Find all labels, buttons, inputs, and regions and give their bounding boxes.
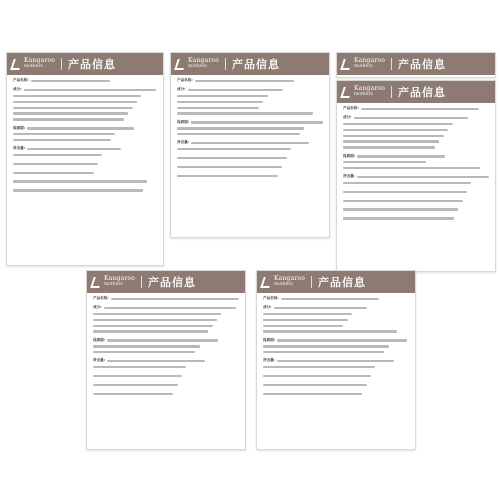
field-label: 成分: <box>343 115 352 120</box>
brand-subtitle: mothers <box>24 64 43 70</box>
card-title: 产品信息 <box>232 58 281 71</box>
info-line <box>263 344 409 348</box>
info-line <box>13 117 157 121</box>
kangaroo-logo-icon <box>260 277 273 288</box>
info-line <box>343 199 489 203</box>
field-label: 净含量: <box>13 146 26 151</box>
field-label: 成分: <box>177 87 186 92</box>
text-placeholder <box>277 360 394 362</box>
text-placeholder <box>177 101 263 103</box>
info-line <box>177 94 323 98</box>
text-placeholder <box>177 175 278 177</box>
text-placeholder <box>277 339 407 341</box>
card-title: 产品信息 <box>148 276 197 289</box>
text-placeholder <box>263 345 389 347</box>
info-line <box>343 207 489 211</box>
brand-logo <box>176 58 219 70</box>
info-line <box>93 318 239 322</box>
info-line <box>177 147 323 151</box>
brand-name: Kangaroo <box>354 57 386 65</box>
info-line <box>13 94 157 98</box>
text-placeholder <box>93 313 221 315</box>
text-placeholder <box>263 375 371 377</box>
header-divider <box>141 276 142 288</box>
info-line <box>263 306 409 310</box>
text-placeholder <box>13 163 98 165</box>
info-line <box>177 106 323 110</box>
kangaroo-logo-icon <box>340 87 353 98</box>
info-line <box>93 338 239 342</box>
header-divider <box>391 58 392 70</box>
brand-subtitle: mothers <box>354 92 373 98</box>
info-line <box>13 171 157 175</box>
text-placeholder <box>195 80 294 82</box>
info-line <box>263 312 409 316</box>
text-placeholder <box>343 135 444 137</box>
text-placeholder <box>177 95 268 97</box>
field-label: 产品名称: <box>177 78 193 83</box>
info-line <box>177 132 323 136</box>
text-placeholder <box>343 191 467 193</box>
card-body <box>87 293 245 404</box>
info-line <box>343 145 489 149</box>
text-placeholder <box>177 133 300 135</box>
spacer <box>343 222 489 225</box>
text-placeholder <box>191 142 309 144</box>
text-placeholder <box>111 298 239 300</box>
card-header <box>171 53 329 75</box>
info-line <box>177 120 323 124</box>
info-line <box>93 344 239 348</box>
info-line <box>93 374 239 378</box>
text-placeholder <box>343 167 480 169</box>
info-line <box>93 306 239 310</box>
brand-name: Kangaroo <box>104 275 136 283</box>
product-info-card <box>6 52 164 266</box>
brand-subtitle: mothers <box>274 282 293 288</box>
text-placeholder <box>13 118 124 120</box>
text-placeholder <box>343 129 448 131</box>
card-header <box>337 53 495 75</box>
brand-subtitle: mothers <box>354 64 373 70</box>
text-placeholder <box>24 89 156 91</box>
info-line <box>263 392 409 396</box>
info-line <box>343 139 489 143</box>
spacer <box>13 194 157 197</box>
brand-subtitle: mothers <box>104 282 123 288</box>
brand-logo <box>92 276 135 288</box>
text-placeholder <box>263 384 367 386</box>
info-line <box>93 392 239 396</box>
info-line <box>263 365 409 369</box>
brand-name: Kangaroo <box>354 85 386 93</box>
text-placeholder <box>93 345 200 347</box>
info-line <box>343 116 489 120</box>
info-line <box>13 188 157 192</box>
info-line <box>177 126 323 130</box>
field-label: 产品名称: <box>13 78 29 83</box>
text-placeholder <box>13 154 102 156</box>
field-label: 产品名称: <box>93 296 109 301</box>
text-placeholder <box>343 182 471 184</box>
card-header <box>7 53 163 75</box>
info-line <box>263 338 409 342</box>
text-placeholder <box>263 351 384 353</box>
text-placeholder <box>343 123 453 125</box>
field-label: 产品名称: <box>263 296 279 301</box>
text-placeholder <box>93 384 178 386</box>
text-placeholder <box>274 307 367 309</box>
text-placeholder <box>177 148 291 150</box>
text-placeholder <box>263 330 397 332</box>
info-line <box>93 383 239 387</box>
text-placeholder <box>93 393 173 395</box>
spacer <box>177 179 323 182</box>
kangaroo-logo-icon <box>90 277 103 288</box>
info-line <box>263 324 409 328</box>
card-body <box>7 75 163 201</box>
info-line <box>177 165 323 169</box>
text-placeholder <box>13 133 115 135</box>
card-header <box>337 81 495 103</box>
info-line <box>263 329 409 333</box>
info-line <box>177 88 323 92</box>
field-label: 保质期: <box>177 119 190 124</box>
info-line <box>263 297 409 301</box>
brand-logo <box>342 58 385 70</box>
product-info-card <box>336 52 496 78</box>
info-line <box>13 100 157 104</box>
text-placeholder <box>104 307 237 309</box>
card-title: 产品信息 <box>68 58 117 71</box>
brand-logo <box>262 276 305 288</box>
info-line <box>263 383 409 387</box>
text-placeholder <box>13 189 143 191</box>
card-body <box>171 75 329 186</box>
text-placeholder <box>13 180 147 182</box>
info-line <box>177 174 323 178</box>
info-line <box>13 88 157 92</box>
info-line <box>263 318 409 322</box>
text-placeholder <box>93 330 208 332</box>
field-label: 净含量: <box>343 174 356 179</box>
info-line <box>343 107 489 111</box>
info-line <box>93 350 239 354</box>
text-placeholder <box>177 157 287 159</box>
text-placeholder <box>343 200 463 202</box>
card-header <box>257 271 415 293</box>
product-info-card <box>336 80 496 272</box>
text-placeholder <box>263 313 352 315</box>
info-line <box>343 134 489 138</box>
product-info-card <box>256 270 416 450</box>
text-placeholder <box>13 101 137 103</box>
text-placeholder <box>188 89 283 91</box>
text-placeholder <box>191 121 322 123</box>
brand-name: Kangaroo <box>188 57 220 65</box>
info-line <box>263 374 409 378</box>
text-placeholder <box>107 339 218 341</box>
text-placeholder <box>13 107 133 109</box>
text-placeholder <box>343 161 426 163</box>
field-label: 保质期: <box>13 125 26 130</box>
text-placeholder <box>343 140 439 142</box>
field-label: 保质期: <box>263 337 276 342</box>
text-placeholder <box>93 319 217 321</box>
text-placeholder <box>263 393 362 395</box>
info-line <box>343 216 489 220</box>
field-label: 成分: <box>13 87 22 92</box>
field-label: 净含量: <box>263 358 276 363</box>
text-placeholder <box>93 325 213 327</box>
text-placeholder <box>13 95 141 97</box>
info-line <box>263 359 409 363</box>
info-line <box>93 329 239 333</box>
text-placeholder <box>177 112 313 114</box>
text-placeholder <box>343 146 435 148</box>
kangaroo-logo-icon <box>10 59 23 70</box>
info-line <box>177 100 323 104</box>
info-line <box>343 181 489 185</box>
info-line <box>13 79 157 83</box>
card-title: 产品信息 <box>398 58 447 71</box>
info-line <box>343 128 489 132</box>
text-placeholder <box>177 166 282 168</box>
text-placeholder <box>177 127 304 129</box>
text-placeholder <box>177 107 259 109</box>
info-line <box>177 79 323 83</box>
card-header <box>87 271 245 293</box>
info-line <box>93 312 239 316</box>
info-line <box>177 111 323 115</box>
spacer <box>263 397 409 400</box>
field-label: 净含量: <box>177 140 190 145</box>
brand-logo <box>342 86 385 98</box>
card-body <box>257 293 415 404</box>
text-placeholder <box>13 172 94 174</box>
text-placeholder <box>281 298 379 300</box>
field-label: 净含量: <box>93 358 106 363</box>
text-placeholder <box>107 360 205 362</box>
info-line <box>13 153 157 157</box>
product-info-card <box>170 52 330 238</box>
kangaroo-logo-icon <box>174 59 187 70</box>
field-label: 成分: <box>93 305 102 310</box>
brand-subtitle: mothers <box>188 64 207 70</box>
header-divider <box>391 86 392 98</box>
info-line <box>13 138 157 142</box>
brand-name: Kangaroo <box>274 275 306 283</box>
text-placeholder <box>93 351 195 353</box>
info-line <box>93 359 239 363</box>
field-label: 保质期: <box>343 153 356 158</box>
info-line <box>13 147 157 151</box>
info-line <box>93 365 239 369</box>
text-placeholder <box>13 112 128 114</box>
info-line <box>13 111 157 115</box>
info-line <box>13 126 157 130</box>
text-placeholder <box>263 319 348 321</box>
field-label: 成分: <box>263 305 272 310</box>
text-placeholder <box>31 80 110 82</box>
field-label: 产品名称: <box>343 106 359 111</box>
info-line <box>177 141 323 145</box>
header-divider <box>225 58 226 70</box>
text-placeholder <box>93 366 186 368</box>
product-info-card <box>86 270 246 450</box>
info-line <box>343 175 489 179</box>
info-line <box>93 324 239 328</box>
field-label: 保质期: <box>93 337 106 342</box>
text-placeholder <box>354 117 468 119</box>
info-line <box>343 154 489 158</box>
header-divider <box>311 276 312 288</box>
text-placeholder <box>263 366 375 368</box>
info-line <box>343 166 489 170</box>
card-body <box>337 103 495 229</box>
text-placeholder <box>13 139 111 141</box>
text-placeholder <box>27 127 134 129</box>
card-title: 产品信息 <box>318 276 367 289</box>
text-placeholder <box>93 375 182 377</box>
text-placeholder <box>263 325 343 327</box>
info-line <box>343 190 489 194</box>
brand-name: Kangaroo <box>24 57 56 65</box>
info-line <box>343 122 489 126</box>
spacer <box>93 397 239 400</box>
text-placeholder <box>343 217 454 219</box>
info-line <box>13 162 157 166</box>
kangaroo-logo-icon <box>340 59 353 70</box>
info-line <box>343 160 489 164</box>
header-divider <box>61 58 62 70</box>
info-line <box>13 106 157 110</box>
text-placeholder <box>357 176 489 178</box>
text-placeholder <box>357 155 445 157</box>
text-placeholder <box>361 108 479 110</box>
info-line <box>177 156 323 160</box>
info-line <box>263 350 409 354</box>
info-line <box>13 132 157 136</box>
info-line <box>93 297 239 301</box>
text-placeholder <box>27 148 121 150</box>
card-title: 产品信息 <box>398 86 447 99</box>
text-placeholder <box>343 208 458 210</box>
info-line <box>13 179 157 183</box>
brand-logo <box>12 58 55 70</box>
